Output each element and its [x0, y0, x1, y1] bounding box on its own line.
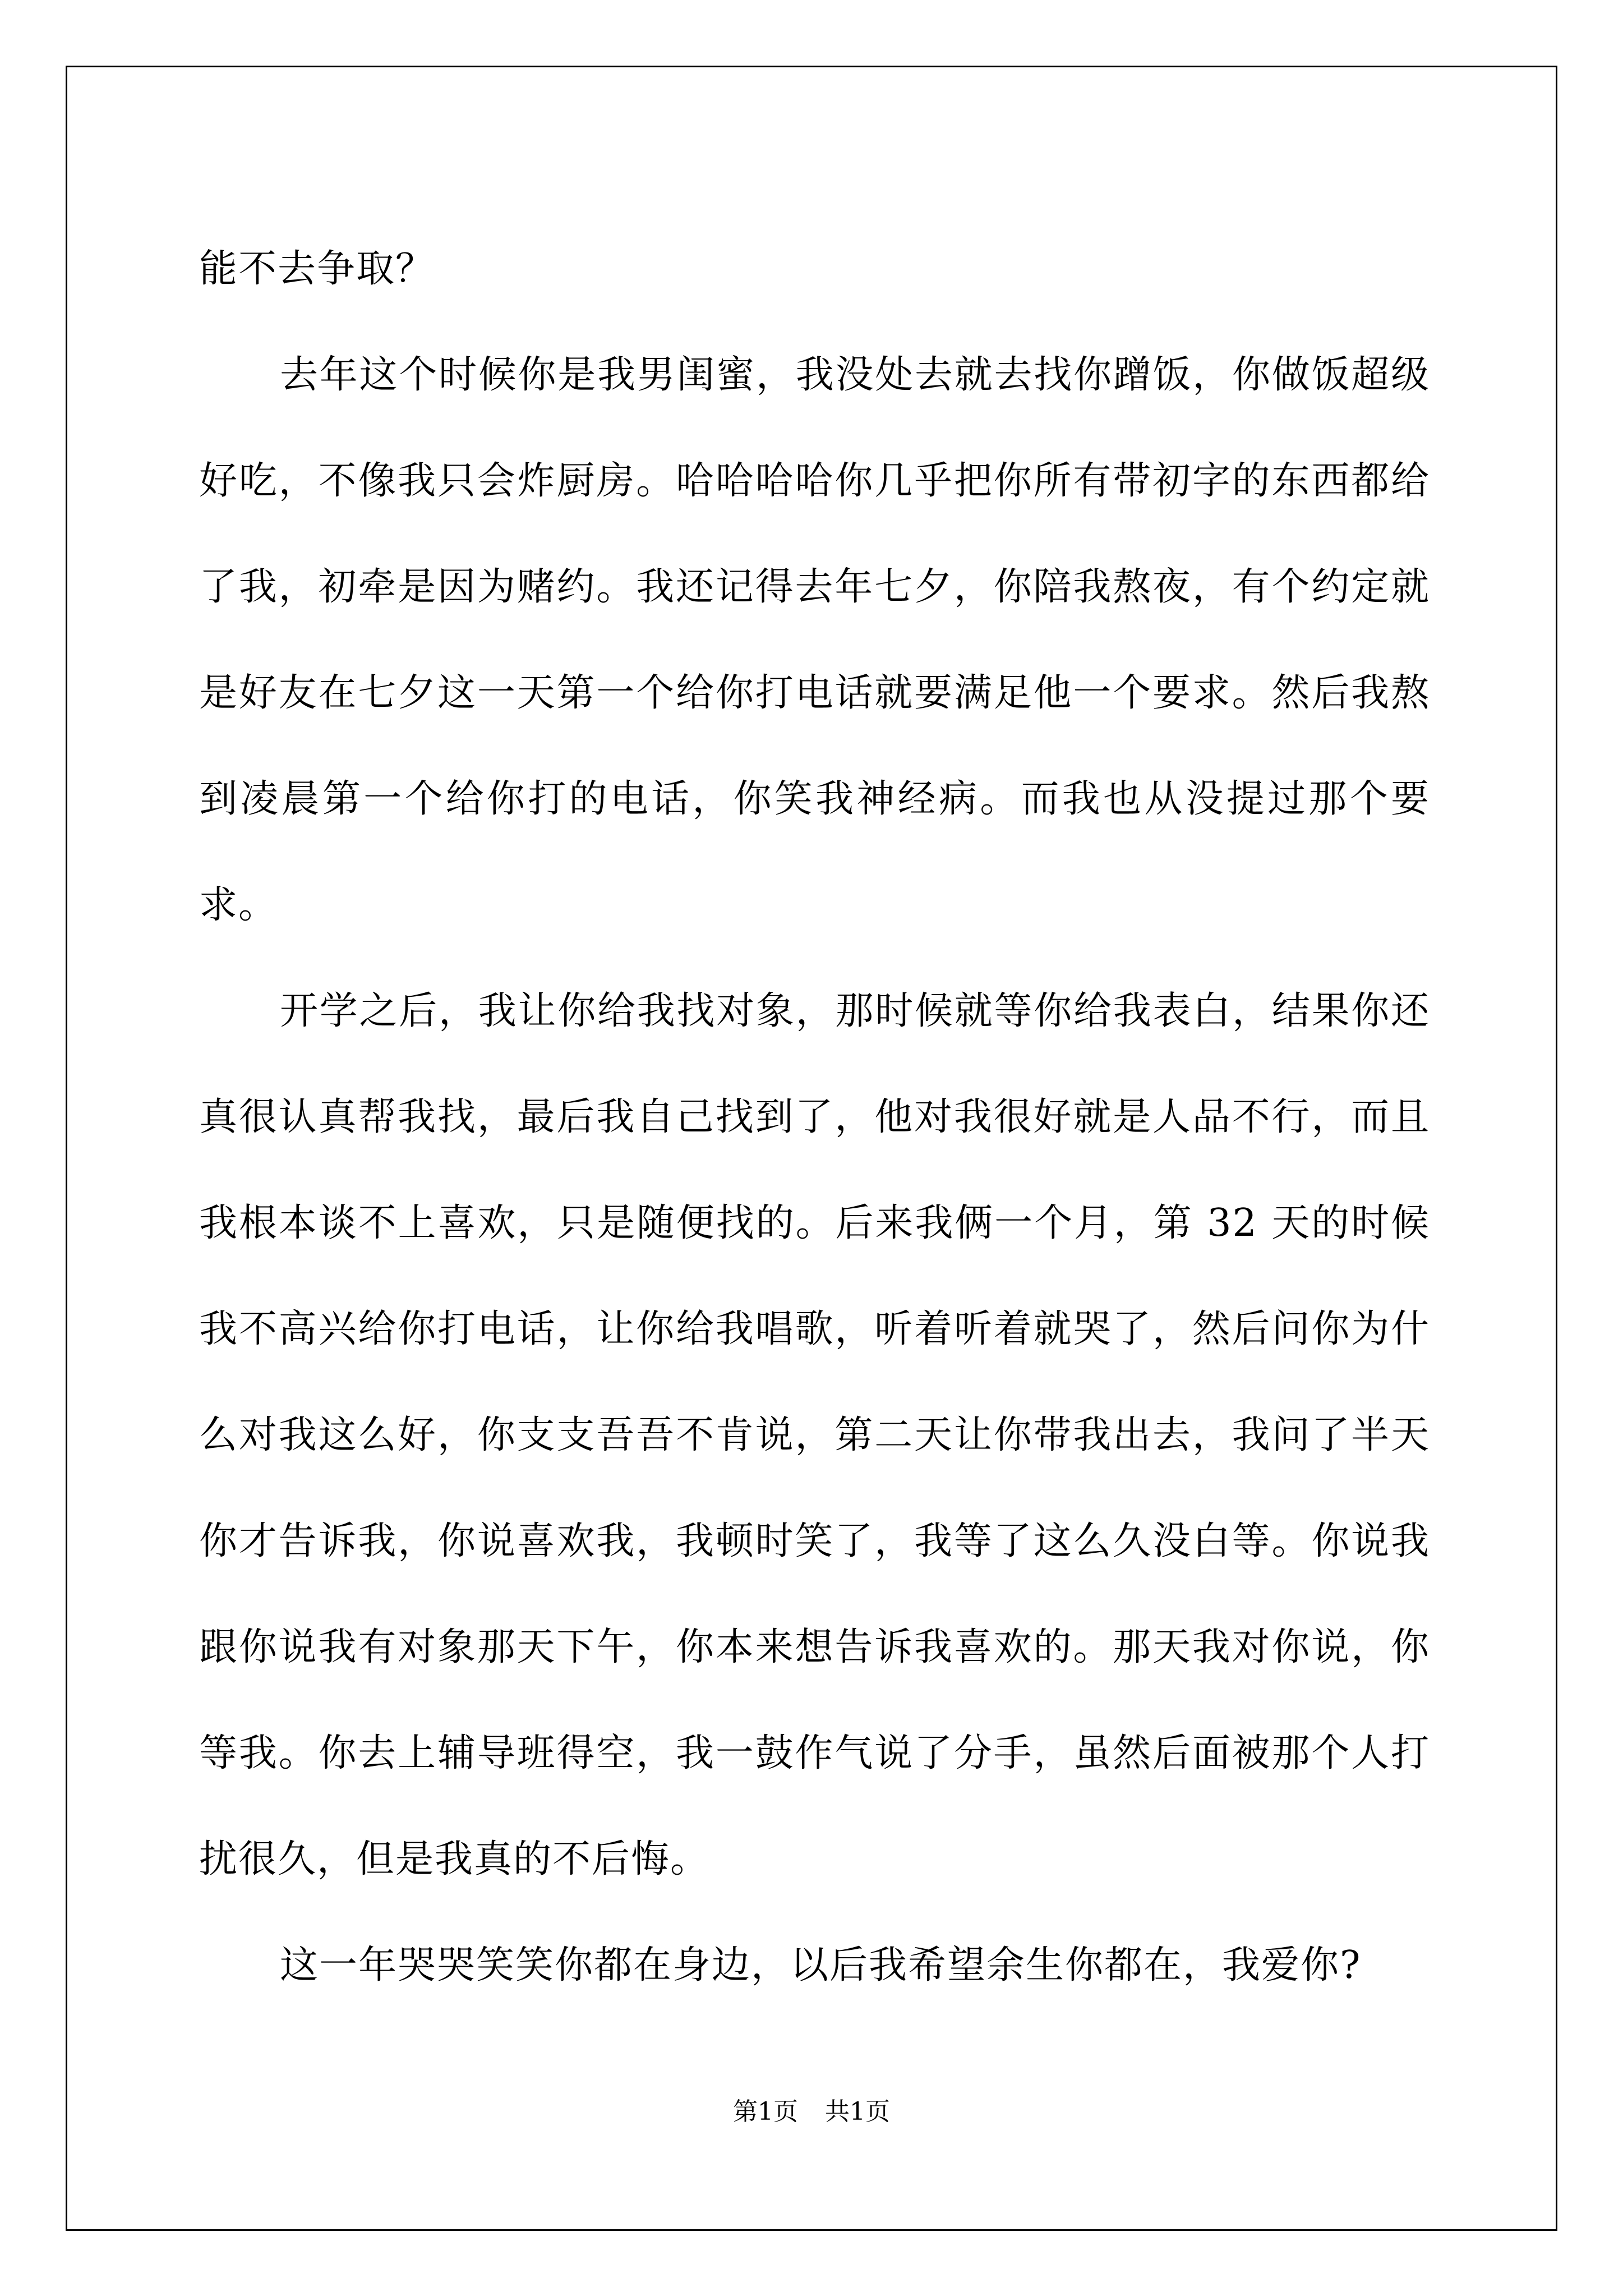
- page-number-current: 第1页: [733, 2097, 798, 2126]
- paragraph-2: 去年这个时候你是我男闺蜜，我没处去就去找你蹭饭，你做饭超级好吃，不像我只会炸厨房。哈哈哈哈你几乎把你所有带初字的东西都给了我，初牵是因为赌约。我还记得去年七夕，你陪我熬夜，有个约定就是好友在七夕这一天第一个给你打电话就要满足他一个要求。然后我熬到凌晨第一个给你打的电话，你笑我神经病。而我也从没提过那个要求。: [199, 353, 1430, 927]
- paragraph-4: 这一年哭哭笑笑你都在身边，以后我希望余生你都在，我爱你?: [280, 1943, 1362, 1987]
- document-body: [199, 216, 1430, 2018]
- page-footer: [0, 2095, 1623, 2129]
- paragraph-3: 开学之后，我让你给我找对象，那时候就等你给我表白，结果你还真很认真帮我找，最后我自己找到了，他对我很好就是人品不行，而且我根本谈不上喜欢，只是随便找的。后来我俩一个月，第 32 天的时候我不高兴给你打电话，让你给我唱歌，听着听着就哭了，然后问你为什么对我这么好，你支支吾吾不肯说，第二天让你带我出去，我问了半天你才告诉我，你说喜欢我，我顿时笑了，我等了这么久没白等。你说我跟你说我有对象那天下午，你本来想告诉我喜欢的。那天我对你说，你等我。你去上辅导班得空，我一鼓作气说了分手，虽然后面被那个人打扰很久，但是我真的不后悔。: [199, 989, 1430, 1881]
- paragraph-1: 能不去争取？: [199, 247, 435, 291]
- page-number-total: 共1页: [825, 2097, 890, 2126]
